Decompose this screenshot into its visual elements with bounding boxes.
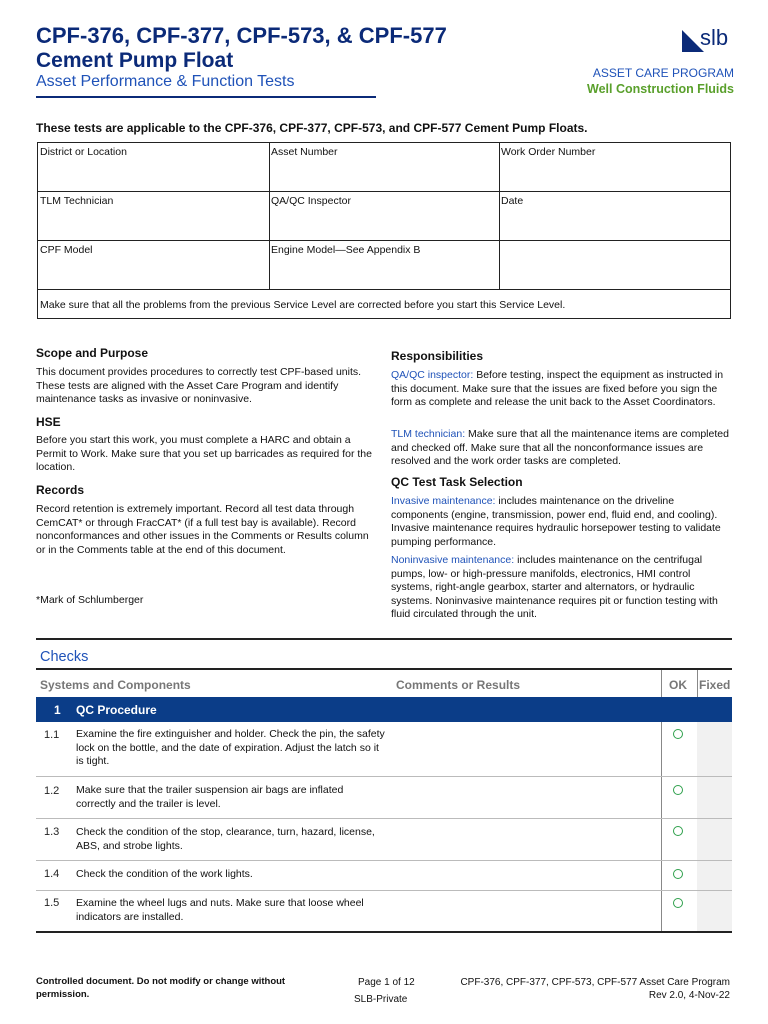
ok-checkbox[interactable]	[673, 729, 683, 739]
scope-heading: Scope and Purpose	[36, 346, 149, 360]
row-description: Check the condition of the work lights.	[76, 868, 253, 880]
col-header-comments: Comments or Results	[396, 678, 521, 692]
field-qa-inspector[interactable]: QA/QC Inspector	[271, 195, 351, 207]
row-divider	[36, 890, 732, 891]
logo-text: slb	[700, 25, 729, 50]
field-engine-model[interactable]: Engine Model—See Appendix B	[271, 244, 421, 256]
fixed-column-shading	[697, 722, 732, 933]
trademark-note: *Mark of Schlumberger	[36, 594, 144, 606]
tlm-label: TLM technician:	[391, 428, 466, 440]
qa-label: QA/QC inspector:	[391, 369, 474, 381]
hse-text: Before you start this work, you must complete a HARC and obtain a Permit to Work. Make sure that you set up barricades as required for the location.	[36, 434, 372, 473]
field-cpf-model[interactable]: CPF Model	[40, 244, 93, 256]
doc-title-models: CPF-376, CPF-377, CPF-573, & CPF-577	[36, 23, 447, 48]
service-level-note: Make sure that all the problems from the previous Service Level are corrected before you start this Service Level.	[40, 299, 566, 311]
field-date[interactable]: Date	[501, 195, 524, 207]
ok-checkbox[interactable]	[673, 826, 683, 836]
tlm-text: Make sure that all the maintenance items are completed and checked off. Make sure that all the nonconformance issues are resolved and the work order tasks are completed.	[391, 428, 729, 467]
responsibilities-heading: Responsibilities	[391, 349, 484, 363]
noninvasive-definition	[391, 554, 731, 622]
row-number: 1.1	[44, 729, 60, 741]
row-divider	[36, 776, 732, 777]
invasive-label: Invasive maintenance:	[391, 495, 496, 507]
section-label: QC Procedure	[76, 703, 157, 717]
ok-checkbox[interactable]	[673, 898, 683, 908]
row-divider	[36, 818, 732, 819]
noninvasive-label: Noninvasive maintenance:	[391, 554, 515, 566]
section-row-qc-procedure	[36, 697, 732, 722]
row-number: 1.4	[44, 868, 60, 880]
invasive-text: includes maintenance on the driveline components (engine, transmission, power end, fluid end, and cooling). Invasive maintenance requires hydraulic horsepower testing to validate pumping performance.	[391, 495, 721, 548]
records-text: Record retention is extremely important. Record all test data through CemCAT* or through FracCAT* (if a full test bay is available). Record nonconformances and other issues in the Comments or Results column or in the Comments table at the end of this document.	[36, 503, 369, 556]
col-header-ok: OK	[669, 678, 687, 692]
field-district[interactable]: District or Location	[40, 146, 127, 158]
records-heading: Records	[36, 483, 85, 497]
row-divider	[36, 860, 732, 861]
section-number: 1	[54, 703, 61, 717]
tlm-responsibility	[391, 428, 731, 469]
invasive-definition	[391, 495, 726, 549]
qa-responsibility	[391, 369, 731, 410]
row-number: 1.2	[44, 785, 60, 797]
slb-logo	[682, 24, 736, 54]
doc-subtitle: Asset Performance & Function Tests	[36, 73, 295, 90]
row-description: Examine the fire extinguisher and holder. Check the pin, the safety lock on the bottle, and the date of expiration. Adjust the latch so it is tight.	[76, 728, 385, 767]
footer-doc-info	[460, 977, 730, 1002]
doc-title-product: Cement Pump Float	[36, 49, 234, 72]
qa-text: Before testing, inspect the equipment as instructed in this document. Make sure that the issues are fixed before you sign the form as complete and release the unit back to the Asset Coordinators.	[391, 369, 724, 408]
checks-bottom-rule	[36, 931, 732, 933]
scope-text: This document provides procedures to correctly test CPF-based units. These tests are aligned with the Asset Care Program and identify maintenance tasks as invasive or noninvasive.	[36, 366, 362, 405]
checks-title: Checks	[40, 649, 89, 665]
hse-heading: HSE	[36, 415, 61, 429]
noninvasive-text: includes maintenance on the centrifugal pumps, low- or high-pressure manifolds, electronics, HMI control systems, right-angle gearbox, starter and alternators, or hydraulic systems. Noninvasive maintenance requires pit or function testing with fluid circulated through the unit.	[391, 554, 718, 620]
row-description: Check the condition of the stop, clearance, turn, hazard, license, ABS, and strobe lights.	[76, 826, 375, 852]
ok-checkbox[interactable]	[673, 785, 683, 795]
applicability-statement: These tests are applicable to the CPF-376, CPF-377, CPF-573, and CPF-577 Cement Pump Floats.	[36, 121, 588, 135]
field-tlm-technician[interactable]: TLM Technician	[40, 195, 114, 207]
title-underline	[36, 96, 376, 98]
page-number: Page 1 of 12	[358, 977, 415, 988]
program-label: ASSET CARE PROGRAM	[592, 66, 734, 80]
field-work-order[interactable]: Work Order Number	[501, 146, 596, 158]
checks-header-rule	[36, 668, 732, 670]
col-header-fixed: Fixed	[699, 678, 731, 692]
info-table	[37, 142, 731, 319]
footer-doc-title: CPF-376, CPF-377, CPF-573, CPF-577 Asset Care Program	[460, 977, 730, 988]
ok-checkbox[interactable]	[673, 869, 683, 879]
field-asset-number[interactable]: Asset Number	[271, 146, 338, 158]
row-number: 1.5	[44, 897, 60, 909]
row-description: Make sure that the trailer suspension air bags are inflated correctly and the trailer is level.	[76, 784, 344, 810]
col-header-systems: Systems and Components	[40, 678, 191, 692]
qc-task-heading: QC Test Task Selection	[391, 475, 523, 489]
classification-label: SLB-Private	[354, 994, 408, 1005]
row-description: Examine the wheel lugs and nuts. Make sure that loose wheel indicators are installed.	[76, 897, 364, 923]
footer-control-notice: Controlled document. Do not modify or change without permission.	[36, 976, 286, 1000]
segment-label: Well Construction Fluids	[587, 82, 734, 96]
row-number: 1.3	[44, 826, 60, 838]
footer-revision: Rev 2.0, 4-Nov-22	[648, 989, 730, 1001]
field-blank[interactable]	[499, 241, 503, 247]
checks-top-rule	[36, 638, 732, 640]
